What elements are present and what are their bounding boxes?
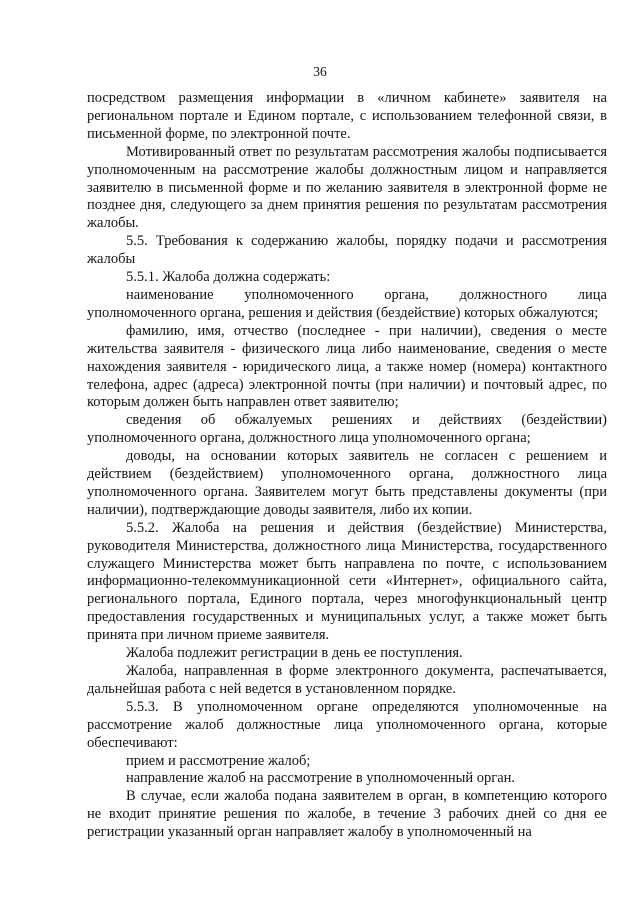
paragraph-5-5-3: 5.5.3. В уполномоченном органе определяются уполномоченные на рассмотрение жалоб должностные лица уполномоченного органа, которые обеспечивают: [87,698,607,751]
list-item-appealed-decisions: сведения об обжалуемых решениях и действиях (бездействии) уполномоченного органа, должностного лица уполномоченного органа; [87,412,607,447]
paragraph-electronic-document: Жалоба, направленная в форме электронного документа, распечатывается, дальнейшая работа с ней ведется в установленном порядке. [87,663,607,697]
list-item-applicant-details: фамилию, имя, отчество (последнее - при наличии), сведения о месте жительства заявителя - физического лица либо наименование, сведения о месте нахождения заявителя - юридического лица, а также номер (номера) контактного телефона, адрес (адреса) электронной почты (при наличии) и почтовый адрес, по которым должен быть направлен ответ заявителю; [87,322,607,411]
section-heading-5-5: 5.5. Требования к содержанию жалобы, порядку подачи и рассмотрения жалобы [87,233,607,268]
paragraph-5-5-1: 5.5.1. Жалоба должна содержать: [126,269,331,286]
document-body [87,90,607,842]
list-item-receive-review: прием и рассмотрение жалоб; [126,752,311,769]
paragraph-5-5-2: 5.5.2. Жалоба на решения и действия (бездействие) Министерства, руководителя Министерства, должностного лица Министерства, государственного служащего Министерства может быть направлена по почте, с использованием информационно-телекоммуникационной сети «Интернет», официального сайта, регионального портала, Единого портала, через многофункциональный центр предоставления государственных и муниципальных услуг, а также может быть принята при личном приеме заявителя. [87,519,607,644]
list-item-forward-complaints: направление жалоб на рассмотрение в уполномоченный орган. [126,770,516,787]
list-item-arguments: доводы, на основании которых заявитель не согласен с решением и действием (бездействием) уполномоченного органа, должностного лица уполномоченного органа. Заявителем могут быть представлены документы (при наличии), подтверждающие доводы заявителя, либо их копии. [87,448,607,518]
list-item-name-of-body: наименование уполномоченного органа, должностного лица уполномоченного органа, решения и действия (бездействие) которых обжалуются; [87,286,607,321]
paragraph-continuation: посредством размещения информации в «личном кабинете» заявителя на региональном портале и Едином портале, с использованием телефонной связи, в письменной форме, по электронной почте. [87,90,607,142]
paragraph-wrong-body: В случае, если жалоба подана заявителем в орган, в компетенцию которого не входит принятие решения по жалобе, в течение 3 рабочих дней со дня ее регистрации указанный орган направляет жалобу в уполномоченный на [87,788,607,841]
paragraph-motivated-answer: Мотивированный ответ по результатам рассмотрения жалобы подписывается уполномоченным на рассмотрение жалобы должностным лицом и направляется заявителю в письменной форме и по желанию заявителя в электронной форме не позднее дня, следующего за днем принятия решения по результатам рассмотрения жалобы. [87,143,607,232]
page-number: 36 [313,64,327,79]
paragraph-registration: Жалоба подлежит регистрации в день ее поступления. [126,645,463,662]
